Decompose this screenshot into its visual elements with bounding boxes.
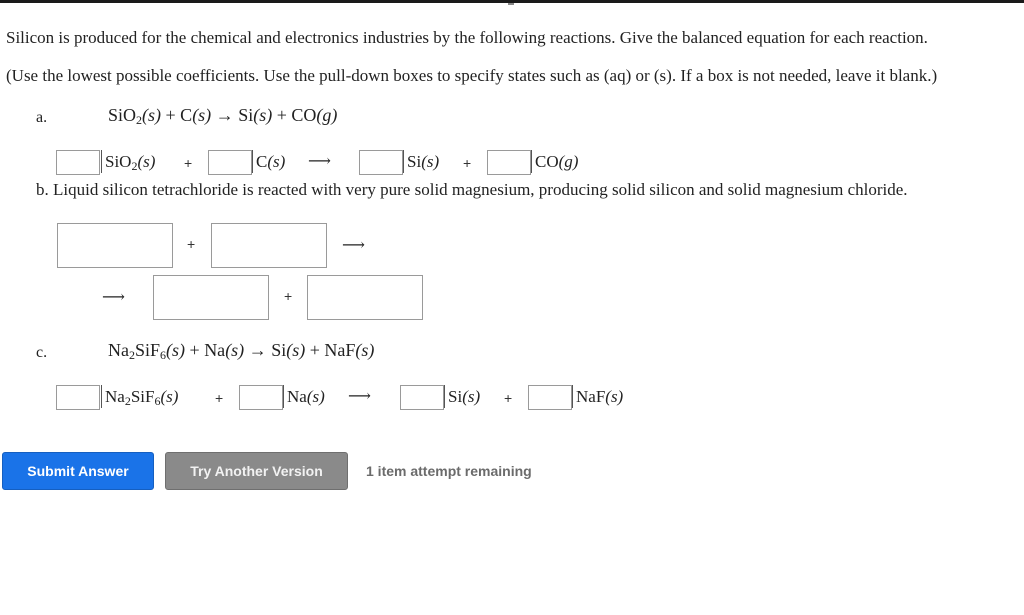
part-c-plus-1: + — [215, 390, 224, 406]
part-b-product-2-dropdown[interactable] — [307, 275, 423, 320]
top-border-marker — [508, 3, 514, 5]
part-a-coefficient-4-input[interactable] — [487, 150, 531, 175]
part-b-plus-1: + — [187, 236, 196, 252]
attempts-remaining-text: 1 item attempt remaining — [366, 463, 532, 479]
part-c-reaction-arrow: ⟶ — [348, 388, 371, 405]
part-b-reactant-2-dropdown[interactable] — [211, 223, 327, 268]
part-b-product-1-dropdown[interactable] — [153, 275, 269, 320]
part-c-species-4[interactable]: NaF(s) — [572, 385, 623, 408]
part-a-plus-1: + — [184, 155, 193, 171]
part-a-coefficient-2-input[interactable] — [208, 150, 252, 175]
part-c-coefficient-1-input[interactable] — [56, 385, 100, 410]
part-a-plus-2: + — [463, 155, 472, 171]
part-c-coefficient-3-input[interactable] — [400, 385, 444, 410]
part-a-equation: SiO$_2$(s) + C(s) → Si(s) + CO(g) — [108, 105, 338, 127]
part-c-species-3[interactable]: Si(s) — [444, 385, 480, 408]
instruction-line-2: (Use the lowest possible coefficients. Use the pull-down boxes to specify states such as (aq) or (s). If a box is not needed, leave it blank.) — [6, 66, 938, 85]
part-b-reactant-1-dropdown[interactable] — [57, 223, 173, 268]
part-b-reaction-arrow-2: ⟶ — [102, 289, 125, 306]
part-a-reaction-arrow: ⟶ — [308, 153, 331, 170]
part-c-label: c. — [36, 344, 48, 361]
part-c-coefficient-4-input[interactable] — [528, 385, 572, 410]
part-b-description: b. Liquid silicon tetrachloride is reacted with very pure solid magnesium, producing solid silicon and solid magnesium chloride. — [36, 180, 908, 199]
part-c-species-2[interactable]: Na(s) — [283, 385, 325, 408]
part-a-species-1[interactable]: SiO$_2$(s) — [101, 150, 155, 173]
part-a-coefficient-1-input[interactable] — [56, 150, 100, 175]
part-c-species-1[interactable]: $Na_2SiF_6(s)$ — [101, 385, 178, 408]
instruction-line-1: Silicon is produced for the chemical and electronics industries by the following reactions. Give the balanced equation for each reaction. — [6, 28, 928, 47]
part-b-plus-2: + — [284, 288, 293, 304]
part-a-species-2[interactable]: C(s) — [252, 150, 285, 173]
part-c-coefficient-2-input[interactable] — [239, 385, 283, 410]
try-another-version-button[interactable]: Try Another Version — [165, 452, 348, 490]
submit-answer-button[interactable]: Submit Answer — [2, 452, 154, 490]
part-a-coefficient-3-input[interactable] — [359, 150, 403, 175]
part-c-plus-2: + — [504, 390, 513, 406]
part-b-reaction-arrow-1: ⟶ — [342, 237, 365, 254]
part-a-species-3[interactable]: Si(s) — [403, 150, 439, 173]
part-c-equation: $Na_2SiF_6(s) + Na(s) \to Si(s) + NaF(s)$ — [108, 340, 375, 362]
part-a-species-4[interactable]: CO(g) — [531, 150, 578, 173]
part-a-label: a. — [36, 109, 48, 126]
